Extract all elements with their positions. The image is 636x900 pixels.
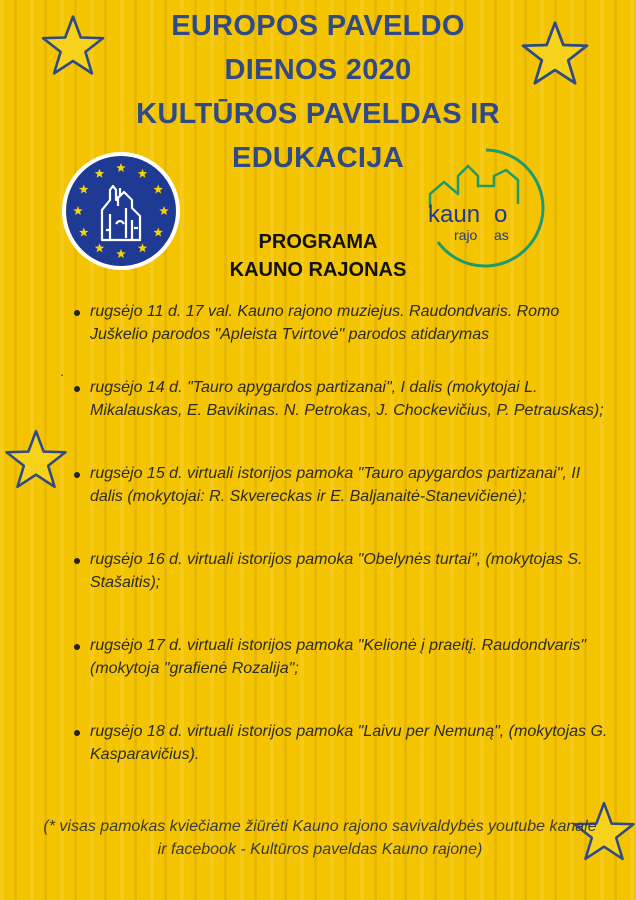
event-item: rugsėjo 14 d. "Tauro apygardos partizanai", I dalis (mokytojai L. Mikalauskas, E. Bavikinas. N. Petrokas, J. Chockevičius, P. Petrauskas); (58, 376, 610, 422)
logo-text-kaun: kaun (428, 201, 481, 228)
footnote: (* visas pamokas kviečiame žiūrėti Kauno rajono savivaldybės youtube kanale ir facebook - Kultūros paveldas Kauno rajone) (43, 818, 597, 858)
program-subtitle (200, 228, 436, 284)
event-list (58, 300, 610, 766)
event-item: rugsėjo 18 d. virtuali istorijos pamoka "Laivu per Nemuną", (mokytojas G. Kasparavičius). (58, 720, 610, 766)
title-line: EUROPOS PAVELDO (171, 10, 465, 42)
event-item: rugsėjo 16 d. virtuali istorijos pamoka "Obelynės turtai", (mokytojas S. Stašaitis); (58, 548, 610, 594)
subtitle-line: KAUNO RAJONAS (229, 259, 407, 281)
subtitle-line: PROGRAMA (258, 231, 378, 253)
event-item: rugsėjo 17 d. virtuali istorijos pamoka "Kelionė į praeitį. Raudondvaris" (mokytoja "grafienė Rozalija"; (58, 634, 610, 680)
european-heritage-days-logo (60, 150, 182, 272)
logo-text-rajo: rajo (454, 227, 478, 243)
title-line: EDUKACIJA (232, 142, 404, 174)
title-line: DIENOS 2020 (224, 54, 412, 86)
logo-text-o: o (494, 201, 508, 228)
title-line: KULTŪROS PAVELDAS IR (136, 98, 500, 130)
kauno-rajonas-logo (424, 146, 550, 268)
stray-mark: . (60, 363, 64, 379)
event-item: rugsėjo 11 d. 17 val. Kauno rajono muziejus. Raudondvaris. Romo Juškelio parodos "Apleista Tvirtovė" parodos atidarymas (58, 300, 610, 346)
logo-text-as: as (494, 227, 509, 243)
event-item: rugsėjo 15 d. virtuali istorijos pamoka "Tauro apygardos partizanai", II dalis (mokytojai: R. Skvereckas ir E. Baljanaitė-Stanevičienė); (58, 462, 610, 508)
